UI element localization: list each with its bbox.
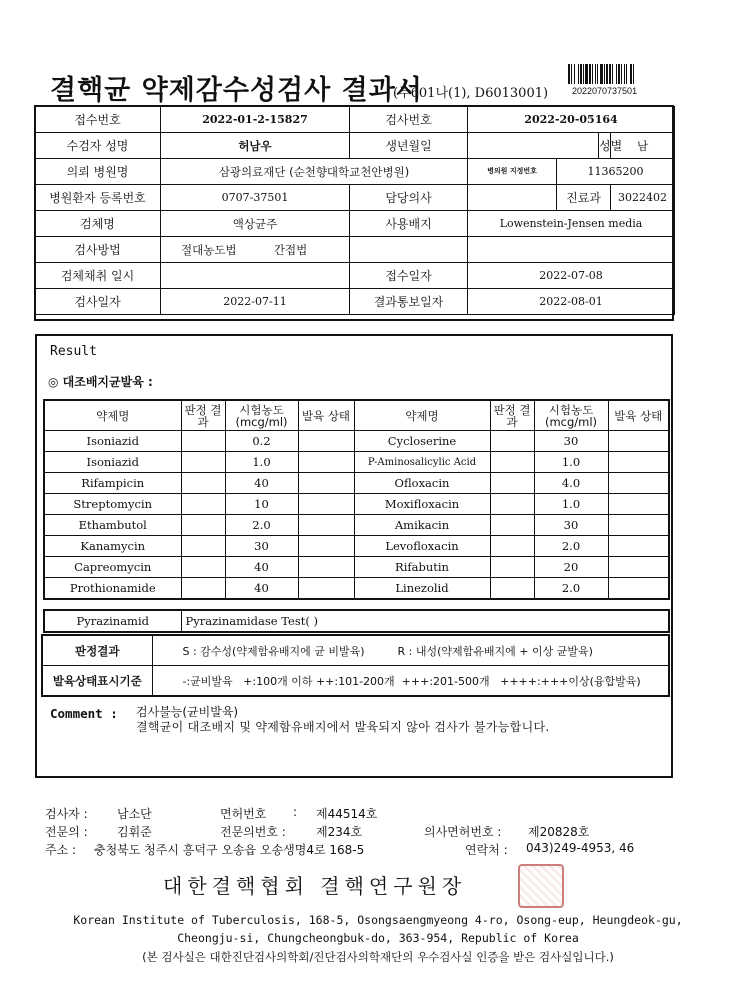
test-concentration: 2.0	[534, 536, 608, 557]
barcode-bar	[597, 64, 598, 84]
patient-reg-label: 병원환자 등록번호	[35, 185, 161, 211]
judgment-result	[490, 431, 534, 452]
judgment-result	[490, 452, 534, 473]
growth-status	[298, 452, 354, 473]
test-concentration: 40	[225, 473, 298, 494]
patient-reg-no: 0707-37501	[161, 185, 350, 211]
growth-status	[298, 536, 354, 557]
barcode-bar	[604, 64, 605, 84]
drug-name: Ethambutol	[44, 515, 181, 536]
drug-row	[44, 536, 669, 557]
growth-status	[608, 578, 669, 600]
criteria-table	[41, 634, 670, 697]
barcode-bar	[578, 64, 579, 84]
test-concentration: 2.0	[534, 578, 608, 600]
dob-label: 생년월일	[350, 133, 468, 159]
criteria-label: 판정결과	[42, 635, 152, 666]
barcode-bar	[618, 64, 620, 84]
address-value: 충청북도 청주시 흥덕구 오송읍 오송생명4로 168-5	[94, 843, 365, 857]
header-judgment: 판정 결과	[181, 400, 225, 431]
blank-cell	[350, 237, 468, 263]
document-code: (누601나(1), D6013001)	[393, 86, 549, 101]
contact-value: 043)249-4953, 46	[526, 841, 635, 855]
barcode-bar	[580, 64, 582, 84]
examiner-name: 남소단	[117, 807, 152, 821]
specialist-name: 김휘준	[117, 825, 152, 839]
growth-status	[298, 557, 354, 578]
drug-row	[44, 494, 669, 515]
comment-line-2: 결핵균이 대조배지 및 약제함유배지에서 발육되지 않아 검사가 불가능합니다.	[136, 720, 550, 734]
drug-row	[44, 473, 669, 494]
growth-status	[298, 515, 354, 536]
criteria-susceptible: S : 감수성(약제함유배지에 균 비발육)	[182, 644, 365, 658]
pyrazinamidase-test: Pyrazinamidase Test( )	[181, 610, 669, 632]
header-judgment: 판정 결과	[490, 400, 534, 431]
judgment-result	[181, 494, 225, 515]
drug-susceptibility-table	[43, 399, 670, 600]
criteria-text	[152, 635, 669, 666]
receipt-date-label: 접수일자	[350, 263, 468, 289]
drug-row	[44, 578, 669, 600]
barcode-number: 2022070737501	[572, 86, 638, 96]
judgment-result	[181, 515, 225, 536]
drug-row	[44, 557, 669, 578]
english-address-line-1: Korean Institute of Tuberculosis, 168-5, Osongsaengmyeong 4-ro, Osong-eup, Heungdeok-gu,	[73, 913, 683, 927]
test-date-label: 검사일자	[35, 289, 161, 315]
test-concentration: 30	[534, 515, 608, 536]
test-concentration: 1.0	[534, 494, 608, 515]
doctor-value	[468, 185, 557, 211]
specimen-value: 액상균주	[161, 211, 350, 237]
blank-cell	[468, 237, 675, 263]
test-concentration: 0.2	[225, 431, 298, 452]
drug-name: Streptomycin	[44, 494, 181, 515]
drug-name: Rifabutin	[354, 557, 490, 578]
drug-name: Ofloxacin	[354, 473, 490, 494]
specimen-label: 검체명	[35, 211, 161, 237]
doctor-label: 담당의사	[350, 185, 468, 211]
contact-label: 연락처 :	[465, 843, 508, 857]
header-concentration: 시험농도 (mcg/ml)	[534, 400, 608, 431]
comment-line-1: 검사불능(균비발육)	[136, 705, 239, 719]
test-concentration: 2.0	[225, 515, 298, 536]
certification-note: (본 검사실은 대한진단검사의학회/진단검사의학재단의 우수검사실 인증을 받은 검사실입니다.)	[142, 950, 614, 964]
hospital-name: 삼광의료재단 (순천향대학교천안병원)	[161, 159, 468, 185]
header-drug: 약제명	[354, 400, 490, 431]
drug-name: Cycloserine	[354, 431, 490, 452]
barcode-bar	[630, 64, 632, 84]
result-title: Result	[50, 344, 97, 359]
criteria-resistant: R : 내성(약제함유배지에 + 이상 균발육)	[397, 644, 593, 658]
drug-name: Rifampicin	[44, 473, 181, 494]
judgment-result	[181, 473, 225, 494]
drug-name: Capreomycin	[44, 557, 181, 578]
license-number: 제44514호	[316, 807, 378, 821]
test-concentration: 4.0	[534, 473, 608, 494]
barcode-bar	[592, 64, 593, 84]
method-label: 검사방법	[35, 237, 161, 263]
pyrazinamide-table	[43, 609, 670, 633]
specialist-label: 전문의 :	[45, 825, 88, 839]
barcode-bar	[612, 64, 613, 84]
pyrazinamide-label: Pyrazinamid	[44, 610, 181, 632]
header-drug: 약제명	[44, 400, 181, 431]
growth-status	[608, 431, 669, 452]
dept-value: 3022402	[611, 185, 675, 211]
reception-no-label: 접수번호	[35, 107, 161, 133]
test-concentration: 30	[225, 536, 298, 557]
drug-row	[44, 515, 669, 536]
judgment-result	[490, 557, 534, 578]
medium-label: 사용배지	[350, 211, 468, 237]
report-date-label: 결과통보일자	[350, 289, 468, 315]
judgment-result	[181, 452, 225, 473]
judgment-result	[181, 431, 225, 452]
examiner-label: 검사자 :	[45, 807, 88, 821]
barcode-bar	[600, 64, 603, 84]
institute-name: 대한결핵협회 결핵연구원장	[163, 874, 467, 898]
dept-label: 진료과	[557, 185, 611, 211]
judgment-result	[490, 578, 534, 600]
drug-name: Kanamycin	[44, 536, 181, 557]
growth-status	[298, 473, 354, 494]
growth-status	[298, 431, 354, 452]
barcode-bar	[633, 64, 634, 84]
test-concentration: 20	[534, 557, 608, 578]
doctor-license-label: 의사면허번호 :	[424, 825, 502, 839]
english-address-line-2: Cheongju-si, Chungcheongbuk-do, 363-954, Republic of Korea	[177, 931, 579, 945]
drug-name: Moxifloxacin	[354, 494, 490, 515]
medium-value: Lowenstein-Jensen media	[468, 211, 675, 237]
barcode-bar	[606, 64, 608, 84]
hospital-label: 의뢰 병원명	[35, 159, 161, 185]
growth-criteria-text: -:균비발육 +:100개 이하 ++:101-200개 +++:201-500개 ++++:+++이상(융합발육)	[152, 666, 669, 697]
barcode-bar	[589, 64, 591, 84]
barcode-bar	[574, 64, 575, 84]
growth-status	[298, 494, 354, 515]
header-growth: 발육 상태	[298, 400, 354, 431]
growth-status	[608, 536, 669, 557]
method-absolute: 절대농도법	[181, 242, 237, 257]
judgment-result	[181, 536, 225, 557]
barcode-bar	[583, 64, 584, 84]
judgment-result	[181, 557, 225, 578]
method-indirect: 간접법	[273, 242, 308, 257]
address-label: 주소 :	[45, 843, 77, 857]
specialist-no-label: 전문의번호 :	[220, 825, 286, 839]
judgment-result	[181, 578, 225, 600]
test-concentration: 40	[225, 578, 298, 600]
growth-status	[608, 473, 669, 494]
sex-label: 성별	[599, 133, 611, 159]
hospital-code-label: 병의원 지정번호	[468, 159, 557, 185]
receipt-date: 2022-07-08	[468, 263, 675, 289]
drug-row	[44, 452, 669, 473]
specialist-number: 제234호	[316, 825, 363, 839]
barcode-bar	[595, 64, 596, 84]
growth-criteria-label: 발육상태표시기준	[42, 666, 152, 697]
barcode-bar	[568, 64, 570, 84]
judgment-result	[490, 494, 534, 515]
patient-info-table	[34, 106, 675, 315]
barcode-bar	[571, 64, 572, 84]
drug-name: Prothionamide	[44, 578, 181, 600]
judgment-result	[490, 515, 534, 536]
barcode-bar	[626, 64, 627, 84]
header-concentration: 시험농도 (mcg/ml)	[225, 400, 298, 431]
test-concentration: 1.0	[225, 452, 298, 473]
judgment-result	[490, 536, 534, 557]
barcode-bar	[624, 64, 625, 84]
examinee-label: 수검자 성명	[35, 133, 161, 159]
comment-label: Comment :	[50, 706, 118, 721]
license-label: 면허번호	[220, 807, 267, 821]
barcode-bar	[609, 64, 611, 84]
reception-no: 2022-01-2-15827	[161, 107, 350, 133]
growth-status	[298, 578, 354, 600]
drug-name: Linezolid	[354, 578, 490, 600]
doctor-license-number: 제20828호	[528, 825, 590, 839]
drug-name: Isoniazid	[44, 431, 181, 452]
drug-name: Amikacin	[354, 515, 490, 536]
barcode-bar	[585, 64, 588, 84]
examinee-name: 허남우	[161, 133, 350, 159]
drug-name: Isoniazid	[44, 452, 181, 473]
test-concentration: 1.0	[534, 452, 608, 473]
document-title: 결핵균 약제감수성검사 결과서	[50, 75, 423, 106]
growth-status	[608, 494, 669, 515]
barcode-bar	[621, 64, 622, 84]
test-date: 2022-07-11	[161, 289, 350, 315]
dob-value	[468, 133, 599, 159]
test-no-label: 검사번호	[350, 107, 468, 133]
drug-name: P-Aminosalicylic Acid	[354, 452, 490, 473]
judgment-result	[490, 473, 534, 494]
official-seal-stamp	[518, 864, 564, 908]
growth-status	[608, 452, 669, 473]
test-concentration: 30	[534, 431, 608, 452]
test-no: 2022-20-05164	[468, 107, 675, 133]
license-colon: :	[293, 805, 298, 819]
drug-row	[44, 431, 669, 452]
test-concentration: 10	[225, 494, 298, 515]
collection-date	[161, 263, 350, 289]
report-date: 2022-08-01	[468, 289, 675, 315]
growth-status	[608, 557, 669, 578]
collection-date-label: 검체채취 일시	[35, 263, 161, 289]
barcode	[568, 64, 656, 84]
header-growth: 발육 상태	[608, 400, 669, 431]
growth-status	[608, 515, 669, 536]
hospital-code: 11365200	[557, 159, 675, 185]
control-medium-growth-label: ◎ 대조배지균발육 :	[48, 375, 153, 389]
test-concentration: 40	[225, 557, 298, 578]
sex-value: 남	[611, 133, 675, 159]
barcode-bar	[616, 64, 617, 84]
method-value	[161, 237, 350, 263]
drug-name: Levofloxacin	[354, 536, 490, 557]
